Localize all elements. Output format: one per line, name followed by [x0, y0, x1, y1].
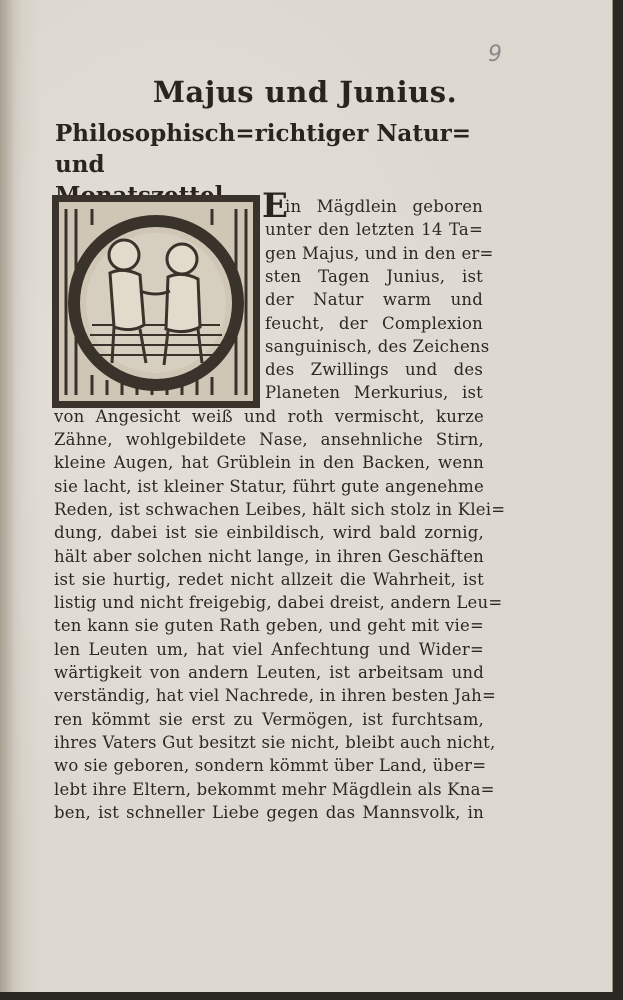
text-line: kleine Augen, hat Grüblein in den Backen, wenn	[54, 453, 484, 473]
text-line: len Leuten um, hat viel Anfechtung und Wider=	[54, 639, 484, 659]
text-line: ihres Vaters Gut besitzt sie nicht, bleibt auch nicht,	[54, 732, 496, 752]
text-line: verständig, hat viel Nachrede, in ihren besten Jah=	[54, 686, 497, 706]
text-line: gen Majus, und in den er=	[265, 243, 494, 263]
page-number: 9	[488, 42, 502, 67]
text-line: feucht, der Complexion	[265, 313, 483, 333]
book-binding	[0, 0, 14, 992]
text-line: Reden, ist schwachen Leibes, hält sich stolz in Klei=	[54, 499, 506, 519]
text-line: ist sie hurtig, redet nicht allzeit die Wahrheit, ist	[54, 569, 484, 589]
text-line: sten Tagen Junius, ist	[265, 266, 483, 286]
text-line: Zähne, wohlgebildete Nase, ansehnliche Stirn,	[54, 430, 484, 449]
subtitle-line-1: Philosophisch=richtiger Natur= und	[55, 120, 472, 178]
text-line: sanguinisch, des Zeichens	[265, 336, 490, 356]
text-line: von Angesicht weiß und roth vermischt, kurze	[54, 406, 484, 426]
text-line: dung, dabei ist sie einbildisch, wird bald zornig,	[54, 523, 484, 543]
gemini-woodcut-illustration	[52, 195, 260, 408]
page-title: Majus und Junius.	[152, 75, 458, 109]
text-line: wärtigkeit von andern Leuten, ist arbeitsam und	[54, 663, 484, 682]
text-line: in Mägdlein geboren	[285, 197, 483, 216]
text-line: ren kömmt sie erst zu Vermögen, ist furchtsam,	[54, 709, 484, 729]
text-line: lebt ihre Eltern, bekommt mehr Mägdlein als Kna=	[54, 779, 495, 799]
text-line: der Natur warm und	[265, 290, 483, 310]
text-line: wo sie geboren, sondern kömmt über Land, über=	[54, 756, 487, 776]
text-line: Planeten Merkurius, ist	[265, 383, 483, 403]
woodcut-gemini-twins-image	[52, 195, 260, 408]
text-line: ben, ist schneller Liebe gegen das Mannsvolk, in	[54, 802, 484, 822]
text-line: sie lacht, ist kleiner Statur, führt gute angenehme	[54, 476, 484, 496]
text-line: des Zwillings und des	[265, 360, 483, 380]
text-line: ten kann sie guten Rath geben, und geht mit vie=	[54, 616, 484, 636]
text-line: listig und nicht freigebig, dabei dreist, andern Leu=	[54, 593, 503, 613]
drop-cap-letter: E	[262, 186, 288, 226]
text-line: hält aber solchen nicht lange, in ihren Geschäften	[54, 546, 484, 566]
text-line: unter den letzten 14 Ta=	[265, 220, 483, 240]
